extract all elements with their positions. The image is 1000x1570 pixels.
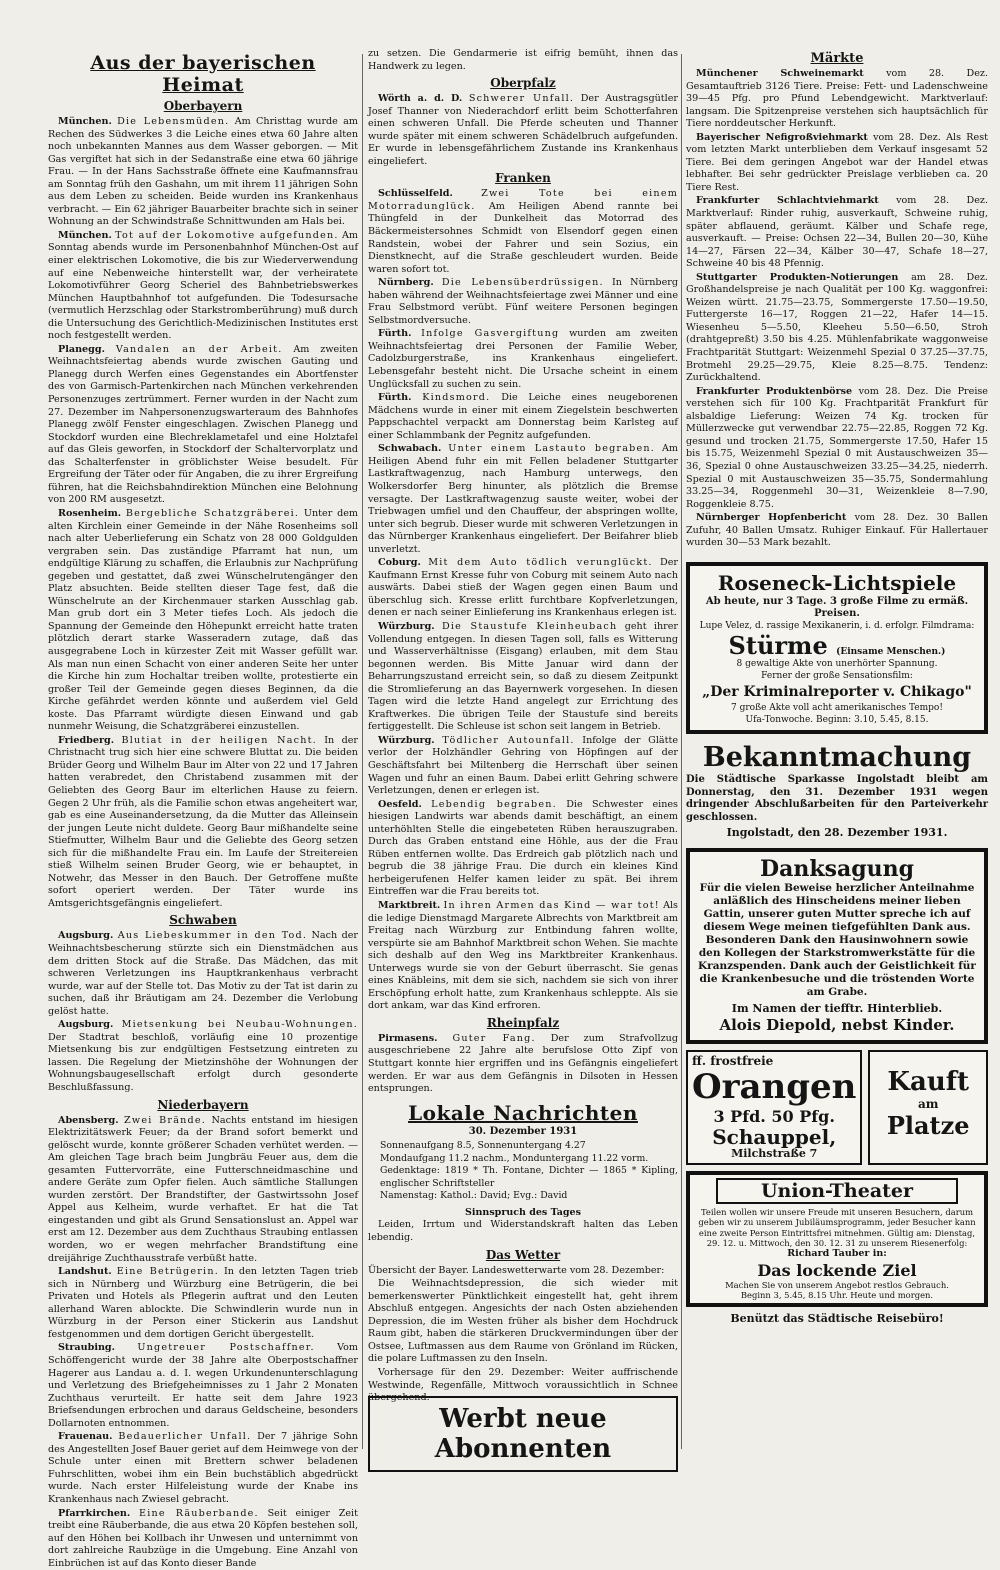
article [368,277,678,327]
ad-product: Orangen [692,1066,857,1107]
article-place: Augsburg. [58,930,114,942]
article-headline: Die Lebensmüden. [117,116,230,127]
article-place: Frankfurter Schlachtviehmarkt [696,195,879,207]
article-text: Am Heiligen Abend fuhr ein mit Fellen beladener Stuttgarter Lastkraftwagenzug, nach Hamburg unterwegs, den Wolkersdorfer Berg hinunter, als plötzlich die Bremse versagte. Der Lastkraftwagenzug sauste weiter, wobei der Triebwagen umfiel und den Chauffeur, der abspringen wollte, unter sich begrub. Dieser wurde mit schweren Verletzungen in das Nürnberger Krankenhaus eingeliefert. Der Beifahrer blieb unverletzt. [368,443,678,555]
article-place: Coburg. [378,557,421,569]
ad-line: Ab heute, nur 3 Tage. 3 große Filme zu ermäß. Preisen. [705,595,969,620]
article [686,195,988,270]
weather-heading: Das Wetter [485,1247,561,1262]
ad-date: Ingolstadt, den 28. Dezember 1931. [726,826,948,840]
ad-title: Danksagung [760,855,914,882]
article-headline: Die Staustufe Kleinheubach [441,620,618,632]
article [48,230,358,343]
ad-line: Richard Tauber in: [787,1248,887,1260]
motto-text: Leiden, Irrtum und Widerstandskraft halten das Leben lebendig. [368,1219,678,1244]
ad-union-theater [686,1171,988,1306]
ad-line: am [917,1097,939,1112]
article-headline: Eine Räuberbande. [139,1507,259,1519]
markets-heading: Märkte [810,51,864,66]
article [686,512,988,550]
article-place: Pfarrkirchen. [58,1507,131,1519]
article-list [48,930,358,1094]
article-text: Seit einiger Zeit treibt eine Räuberbande, die aus etwa 20 Köpfen bestehen soll, auf den Höhen bei Kollbach ihr Unwesen und unternimmt von dort zahlreiche Raubzüge in die Umgebung. Eine Anzahl von Einbrüchen ist auf das Konto dieser Bande [48,1507,358,1569]
article-place: Würzburg. [378,734,435,746]
weather-intro: Übersicht der Bayer. Landeswetterwarte vom 28. Dezember: [368,1264,665,1276]
region-heading-oberbayern: Oberbayern [163,99,243,113]
ad-merchant: Schauppel, [712,1124,837,1149]
article-place: Bayerischer Nefigroßviehmarkt [696,131,868,143]
article [368,735,678,798]
article [368,900,678,1013]
article-text: wurden am zweiten Weihnachtsfeiertag drei Personen der Familie Weber, Cadolzburgerstraße, ins Krankenhaus eingeliefert. Lebensgefahr besteht nicht. Die Ursache scheint in einem Unglücksfall zu suchen zu sein. [368,328,678,390]
ad-title: Roseneck-Lichtspiele [717,570,957,595]
article-text: Der zum Strafvollzug ausgeschriebene 22 Jahre alte berufslose Otto Zipf von Stuttgart konnte hier ergriffen und ins Gefängnis eingeliefert werden. Er war aus dem Gefängnis in Dilsoten in Hessen entsprungen. [368,1032,678,1095]
article-place: Pirmasens. [378,1032,438,1044]
article [368,392,678,442]
article-text: am 28. Dez. Großhandelspreise je nach Qualität per 100 Kg. waggonfrei: Weizen württ. 21.75—23.75, Sommergerste 17.50—19.50, Futtergerste 16—17, Roggen 21—22, Hafer 14—15. Wiesenheu 5—5.50, Kleeheu 5.50—6.50, Stroh (drahtgepreßt) 3.50 bis 4.25. Mühlenfabrikate waggonweise Frachtparität Stuttgart: Weizenmehl Spezial 0 37.25—37.75, Brotmehl 29.25—29.75, Kleie 8.25—8.75. Tendenz: Zurückhaltend. [686,271,988,384]
article-headline: Tot auf der Lokomotive aufgefunden. [115,229,339,241]
article-list [368,188,678,1013]
article-place: Planegg. [58,343,105,355]
almanac-line: Namenstag: Kathol.: David; Evg.: David [380,1190,568,1202]
article [48,1431,358,1506]
article-headline: Unter einem Lastauto begraben. [448,443,655,455]
article [48,1342,358,1430]
column-divider [681,54,682,1449]
article-text: In den letzten Tagen trieb sich in Nürnberg und Würzburg eine Betrügerin, die bei Privaten und Hotels als Pflegerin auftrat und den Leuten allerhand Waren ablockte. Die Schwindlerin wurde nun in Würzburg in der Person einer Stickerin aus Landshut festgenommen und dem dortigen Gericht übergestellt. [48,1266,358,1340]
article-text: Am Heiligen Abend rannte bei Thüngfeld in der Dunkelheit das Motorrad des Bäckermeistersohnes Schmidt von Elsendorf gegen einen Randstein, wobei der Fahrer und sein Sozius, ein Dienstknecht, auf die Straße geschleudert wurden. Beide waren sofort tot. [368,200,678,275]
article-headline: Zwei Tote bei einem Motorradunglück. [368,188,678,212]
ad-line: Platze [886,1110,970,1140]
article-headline: Tödlicher Autounfall. [442,734,575,746]
section-title: Aus der bayerischen Heimat [90,52,316,96]
article [368,443,678,556]
article-place: Stuttgarter Produkten-Notierungen [696,271,899,283]
article-text: Nach der Weihnachtsbescherung stürzte sich ein Dienstmädchen aus dem dritten Stock auf die Straße. Das Mädchen, das mit schweren Verletzungen ins Hauptkrankenhaus verbracht wurde, war auf der Stelle tot. Das Motiv zu der Tat ist darin zu suchen, daß ihr Bräutigam am 24. Dezember die Verlobung gelöst hatte. [48,930,358,1017]
article-headline: Lebendig begraben. [431,798,557,810]
article [48,1019,358,1094]
weather-forecast: Vorhersage für den 29. Dezember: Weiter auffrischende Westwinde, Regenfälle, Mittwoch voraussichtlich in Schnee übergehend. [368,1366,678,1404]
article-place: Landshut. [58,1266,112,1278]
article-place: München. [58,116,112,127]
film-title: Das lockende Ziel [757,1260,917,1280]
article [48,930,358,1018]
ad-line: Lupe Velez, d. rassige Mexikanerin, i. d. erfolgr. Filmdrama: [699,620,975,631]
article-text: Am Sonntag abends wurde im Personenbahnhof München-Ost auf einer elektrischen Lokomotive, die bis zur Wiederverwendung auf eine Nebenweiche hinterstellt war, der verheiratete Lokomotivführer Georg Scheriel des Bahnbetriebswerkes München Hauptbahnhof tot aufgefunden. Die Todesursache (vermutlich Herzschlag oder Starkstromberührung) muß durch die Untersuchung des Gerichtlich-Medizinischen Institutes erst noch festgestellt werden. [48,229,358,342]
ad-orangen [686,1050,862,1165]
column-heimat [48,48,358,1569]
almanac-line: Sonnenaufgang 8.5, Sonnenuntergang 4.27 [380,1140,586,1152]
article-text: vom 28. Dez. Die Preise verstehen sich für 100 Kg. Frachtparität Frankfurt für alsbaldige Lieferung: Weizen 74 Kg. trocken für Müllerzwecke gut verwendbar 22.75—22.85, Roggen 72 Kg. gesund und trocken 21.75, Sommergerste 17.50, Hafer 15 bis 15.75, Weizenmehl Spezial 0 mit Austauschweizen 35—36, Spezial 0 ohne Austauschweizen 33.25—34.25, niederrh. Spezial 0 mit Austauschweizen 35—35.75, Sondermahlung 33.25—34, Roggenmehl 30—31, Weizenkleie 8—7.90, Roggenkleie 8.75. [686,385,988,510]
article-text: vom 28. Dez. 30 Ballen Zufuhr, 40 Ballen Umsatz. Ruhiger Einkauf. Für Hallertauer wurden 30—53 Mark bezahlt. [686,512,988,549]
film-title: Stürme [728,631,828,661]
region-heading-oberpfalz: Oberpfalz [490,76,556,91]
article [368,1033,678,1096]
article-text: Die Schwester eines hiesigen Landwirts war abends damit beschäftigt, an einem unterhöhlten Stelle die eingebeteten Rüben herauszugraben. Durch das Graben entstand eine Höhle, aus der die Frau Rüben entfernen wollte. Das Erdreich gab plötzlich nach und begrub die 38 jährige Frau. Die durch ein kleines Kind herbeigerufenen Helfer kamen leider zu spät. Bei ihrem Eintreffen war die Frau bereits tot. [368,798,678,898]
article-text: Nachts entstand im hiesigen Elektrizitätswerk Feuer; da der Brand sofort bemerkt und gelöscht wurde, konnte größerer Schaden verhütet werden. — Am gleichen Tage brach beim Jungbräu Feuer aus, dem die gesamten Futtervorräte, eine Futterschneidmaschine und andere Geräte zum Opfer fielen. Auch sämtliche Stallungen wurden zerstört. Der Brandstifter, der Gastwirtssohn Josef Appel aus Kelheim, wurde verhaftet. Er hat die Tat eingestanden und gibt als Grund Sensationslust an. Appel war erst am 12. Dezember aus dem Zuchthaus Straubing entlassen worden, wo er wegen mehrfacher Brandstiftung eine dreijährige Zuchthausstrafe verbüßt hatte. [48,1114,358,1264]
ad-line: 8 gewaltige Akte von unerhörter Spannung. [736,659,938,670]
article-text: Am zweiten Weihnachtsfeiertag abends wurde zwischen Gauting und Planegg durch Werfen eines Gegenstandes ein Abortfenster des von Garmisch-Partenkirchen nach München verkehrenden Personenzuges zertrümmert. Ferner wurden in der Nacht zum 27. Dezember im Nahpersonenzugswarteraum des Bahnhofes Planegg zwölf Fenster eingeschlagen. Zwischen Planegg und Stockdorf wurden eine Blechreklametafel und eine Holztafel auf das Gleis geworfen, in Stockdorf der Schaltervorplatz und das Schalterfenster in gröblichster Weise besudelt. Für Ergreifung der Täter oder für Angaben, die zu ihrer Ergreifung führen, hat die Reichsbahndirektion München eine Belohnung von 200 RM ausgesetzt. [48,343,358,506]
article [48,344,358,507]
article-place: München. [58,229,112,241]
article-place: Nürnberger Hopfenbericht [696,512,847,524]
article-place: Wörth a. d. D. [378,93,463,105]
article-place: Straubing. [58,1342,115,1354]
article-headline: Ungetreuer Postschaffner. [137,1342,315,1354]
ad-line: 7 große Akte voll acht amerikanisches Tempo! [731,703,943,714]
region-heading-franken: Franken [495,171,551,186]
article-headline: Bedauerlicher Unfall. [118,1431,252,1443]
column-regional [368,48,679,1404]
article [48,1115,358,1266]
article-place: Schwabach. [378,443,442,455]
ad-text: Teilen wollen wir unsere Freude mit unseren Besuchern, darum geben wir zu unserem Jubiläumsprogramm, jeder Besucher kann eine zweite Person Eintrittsfrei mitnehmen. Gültig am: Dienstag, 29. 12. u. Mittwoch, den 30. 12. 31 zu unserem Riesenerfolg: [698,1207,976,1248]
article-text: vom 28. Dez. Marktverlauf: Rinder ruhig, ausverkauft, Schweine ruhig, später abflauend, geräumt. Kälber und Schafe rege, ausverkauft. — Preise: Ochsen 22—34, Bullen 20—30, Kühe 14—27, Färsen 22—34, Kälber 30—47, Schafe 18—27, Schweine 40 bis 48 Pfennig. [686,195,988,270]
article [368,328,678,391]
local-news-date: 30. Dezember 1931 [468,1125,578,1137]
ad-row-fruit [686,1050,988,1165]
article-continuation: zu setzen. Die Gendarmerie ist eifrig bemüht, ihnen das Handwerk zu legen. [368,48,678,72]
film-subtitle: (Einsame Menschen.) [836,647,946,658]
article-place: Münchener Schweinemarkt [696,68,864,79]
article-text: vom 28. Dez. Gesamtauftrieb 3126 Tiere. Preise: Fett- und Ladenschweine 39—45 Pfg. pro Pfund Lebendgewicht. Marktverlauf: langsam. Die Spitzenpreise verstehen sich hauptsächlich für Tiere norddeutscher Herkunft. [686,68,989,130]
article-text: Unter dem alten Kirchlein einer Gemeinde in der Nähe Rosenheims soll nach alter Ueberlieferung ein Schatz von 28 000 Goldgulden vergraben sein. Das zuständige Pfarramt hat nun, um endgültige Klärung zu schaffen, die Erlaubnis zur Nachprüfung gegeben und gestattet, daß zwei Wünschelrutengänger den Platz absuchten. Beide stellten dieser Tage fest, daß die Wünschelrute an der Kirchenmauer starken Ausschlag gab. Man grub dort ein 3 Meter tiefes Loch. Als jedoch die Spannung der Gemeinde den Höhepunkt erreicht hatte traten plötzlich derart starke Wasseradern zutage, daß das ausgegrabene Loch in kürzester Zeit mit Wasser gefüllt war. Als man nun einen Schacht von einer anderen Seite her unter die Kirche hin zum Hochaltar treiben wollte, protestierte ein großer Teil der Gemeinde gegen dieses Beginnen, da die Kirche gefährdet werden könnte und außerdem viel Geld koste. Das Pfarramt würdigte diesen Einwand und gab nunmehr Weisung, die Schatzgräberei einzustellen. [48,507,358,733]
article-place: Fürth. [378,392,412,404]
article-text: vom 28. Dez. Als Rest vom letzten Markt unterblieben dem Verkauf insgesamt 52 Tiere. Bei dem geringen Angebot war der Handel etwas lebhafter. Bei sehr gedrückter Preislage verblieben ca. 20 Tiere Rest. [686,131,988,193]
region-heading-schwaben: Schwaben [169,913,237,928]
article-headline: Blutiat in der heiligen Nacht. [121,734,317,746]
article [368,799,678,899]
article [686,68,988,131]
article [368,188,678,276]
ad-line: Beginn 3, 5.45, 8.15 Uhr. Heute und morgen. [740,1289,934,1300]
article-place: Frauenau. [58,1431,113,1443]
article [48,735,358,911]
article-headline: Aus Liebeskummer in den Tod. [117,930,308,942]
article-place: Abensberg. [58,1114,119,1126]
article-place: Schlüsselfeld. [378,188,453,200]
ad-bekanntmachung [686,740,988,842]
article [368,93,678,168]
article-headline: Mit dem Auto tödlich verunglückt. [428,557,653,569]
almanac-lines [380,1140,678,1203]
article-headline: Schwerer Unfall. [468,93,575,105]
article-headline: Eine Betrügerin. [116,1266,219,1278]
ad-text: Die Städtische Sparkasse Ingolstadt bleibt am Donnerstag, den 31. Dezember 1931 wegen dringender Abschlußarbeiten für den Parteiverkehr geschlossen. [686,774,988,823]
article-text: geht ihrer Vollendung entgegen. In diesen Tagen soll, falls es Witterung und Wasserverhältnisse (Eisgang) erlauben, mit dem Stau begonnen werden. Bis Mitte Januar wird dann der Beharrungszustand erreicht sein, so daß zu diesem Zeitpunkt die Stromlieferung an das Bayernwerk vorgesehen. In diesen Tagen wird die letzte Hand angelegt zur Errichtung des Kraftwerkes. Die übrigen Teile der Staustufe sind bereits fertiggestellt. Die Schleuse ist schon seit langem in Betrieb. [368,620,678,733]
article-headline: Guter Fang. [452,1032,536,1044]
article-headline: Mietsenkung bei Neubau-Wohnungen. [121,1019,358,1031]
article-headline: Bergebliche Schatzgräberei. [125,507,300,519]
article-text: In der Christnacht trug sich hier eine schwere Bluttat zu. Die beiden Brüder Georg und Wilhelm Baur im Alter von 22 und 17 Jahren hatten verabredet, den Christabend zusammen mit der Geliebten des Georg Baur im elterlichen Hause zu feiern. Gegen 2 Uhr früh, als die Familie schon etwas angeheitert war, gab es eine Auseinandersetzung, da die Mutter das Alleinsein der jungen Leute nicht duldete. Georg Baur mißhandelte seine Stiefmutter, Wilhelm Baur und die Geliebte des Georg setzen sich für die mißhandelte Frau ein. Im Laufe der Streitereien stieß Wilhelm seinen Bruder Georg, wie er behauptet, in Notwehr, das Messer in den Bauch. Der Getroffene mußte sofort operiert werden. Der Täter wurde ins Amtsgerichtsgefängnis eingeliefert. [48,734,358,909]
weather-text: Die Weihnachtsdepression, die sich wieder mit bemerkenswerter Pünktlichkeit eingestellt hat, geht ihrem Abschluß entgegen. Angesichts der nach Osten abziehenden Depression, die im Westen früher als bisher dem Hochdruck Raum gibt, haben die stärkeren Druckvermindungen über der Ostsee, Luftmassen aus dem Raume von Grönland im Rücken, die polare Luftmassen zu den Inseln. [368,1278,678,1365]
ad-kauft-am-platze [868,1050,988,1165]
subscriber-slogan: Werbt neue Abonnenten [368,1396,678,1472]
ad-line: Ferner der große Sensationsfilm: [761,670,913,681]
article-place: Frankfurter Produktenbörse [696,385,853,397]
article-place: Oesfeld. [378,798,422,810]
region-heading-rheinpfalz: Rheinpfalz [486,1015,560,1030]
ad-danksagung [686,848,988,1045]
article-text: Der Kaufmann Ernst Kresse fuhr von Coburg mit seinem Auto nach auswärts. Dabei stieß der Wagen gegen einen Baum und überschlug sich. Kresse erlitt furchtbare Kopfverletzungen, denen er nach seiner Einlieferung ins Krankenhaus erlegen ist. [368,557,678,619]
article-text: Die Leiche eines neugeborenen Mädchens wurde in einer mit einem Ziegelstein beschwerten Pappschachtel verpackt am Donnerstag beim Karlsteg auf einer Schlammbank der Pegnitz aufgefunden. [368,392,678,441]
article-text: Infolge der Glätte verlor der Holzhändler Gehring von Höpfingen auf der Geschäftsfahrt bei Miltenberg die Herrschaft über seinen Wagen und fuhr an einen Baum. Dabei erlitt Gehring schwere Verletzungen, denen er erlegen ist. [368,734,679,797]
article-headline: Kindsmord. [422,392,491,404]
ad-line: Kauft [887,1067,969,1098]
article-headline: Zwei Brände. [124,1114,206,1126]
column-divider [362,54,363,1449]
film-title: „Der Kriminalreporter v. Chikago" [702,684,972,701]
article-place: Friedberg. [58,734,115,746]
ad-roseneck-cinema [686,562,988,735]
ad-signature: Alois Diepold, nebst Kinder. [719,1016,955,1035]
ad-signature: Im Namen der tiefftr. Hinterblieb. [731,1001,943,1015]
footer-reisebuero: Benützt das Städtische Reisebüro! [730,1311,944,1325]
article-list [48,1115,358,1570]
article-headline: Die Lebensüberdrüssigen. [441,277,604,289]
article-place: Marktbreit. [378,900,441,911]
region-heading-niederbayern: Niederbayern [157,1097,249,1112]
almanac-line: Gedenktage: 1819 * Th. Fontane, Dichter — 1865 * Kipling, englischer Schriftsteller [380,1165,678,1189]
article [48,116,358,229]
article [48,508,358,734]
ad-price: 3 Pfd. 50 Pfg. [713,1106,835,1126]
article-place: Rosenheim. [58,507,122,519]
article [368,557,678,620]
article [686,272,988,385]
ad-line: Machen Sie von unserem Angebot restlos Gebrauch. [725,1279,949,1290]
article [686,386,988,511]
article [48,1508,358,1570]
article-text: Der 7 jährige Sohn des Angestellten Josef Bauer geriet auf dem Heimwege von der Schule unter einen mit Brettern schwer beladenen Fuhrschlitten, wobei ihm ein Bein buchstäblich abgedrückt wurde. Nach erster Hilfeleistung wurde der Knabe ins Krankenhaus nach Zwiesel gebracht. [48,1431,358,1505]
article-place: Augsburg. [58,1019,114,1031]
article-text: Vom Schöffengericht wurde der 38 Jahre alte Oberpostschaffner Hagerer aus Landau a. d. I. wegen Urkundenunterschlagung und Verletzung des Briefgeheimnisses zu 1 Jahr 2 Monaten Zuchthaus verurteilt. Er hatte seit dem Jahre 1923 Briefsendungen erbrochen und daraus Geldscheine, besonders Dollarnoten entnommen. [48,1342,358,1429]
article-headline: In ihren Armen das Kind — war tot! [443,900,660,911]
article-list [48,116,358,910]
ad-line: ff. frostfreie [692,1054,774,1069]
local-news-heading: Lokale Nachrichten [408,1100,638,1125]
almanac-line: Mondaufgang 11.2 nachm., Monduntergang 11.22 vorm. [380,1152,649,1164]
article-place: Würzburg. [378,620,435,632]
column-markets-ads [686,48,988,1453]
market-reports [686,68,988,550]
article-text: In Nürnberg haben während der Weihnachtsfeiertage zwei Männer und eine Frau Selbstmord verübt. Fünf weitere Personen begingen Selbstmordversuche. [368,277,678,326]
ad-text: Für die vielen Beweise herzlicher Anteilnahme anläßlich des Hinscheidens meiner lieben Gattin, unserer guten Mutter spreche ich auf diesem Wege meinen tiefgefühlten Dank aus. Besonderen Dank den Hausinwohnern sowie den Kollegen der Starkstromwerkstätte für die Kranzspenden. Dank auch der Geistlichkeit für die Krankenbesuche und die tröstenden Worte am Grabe. [698,881,976,998]
article-text: Der Stadtrat beschloß, vorläufig eine 10 prozentige Mietsenkung bis zur endgültigen Festsetzung eintreten zu lassen. Die Regelung der Mietzinshöhe der Wohnungen der Wohnungsbaugesellschaft erfolgt durch gesonderte Beschlußfassung. [48,1031,358,1094]
article-list [368,1033,678,1096]
ad-title: Union-Theater [716,1178,958,1204]
article-place: Fürth. [378,328,412,340]
article-text: Der Austragsgütler Josef Thanner von Niederachdorf erlitt beim Schotterfahren einen schweren Unfall. Die Pferde scheuten und Thanner wurde später mit einem schweren Schädelbruch aufgefunden. Er wurde in lebensgefährlichem Zustande ins Krankenhaus eingeliefert. [368,93,678,167]
article-place: Nürnberg. [378,277,434,289]
article-headline: Infolge Gasvergiftung [421,328,560,340]
article [368,621,678,734]
article [48,1266,358,1341]
ad-address: Milchstraße 7 [731,1146,818,1160]
article-text: Als die ledige Dienstmagd Margarete Albrechts von Marktbreit am Freitag nach Würzburg zur Entbindung fahren wollte, verspürte sie am Bahnhof Marktbreit schon Wehen. Sie machte sich deshalb auf den Weg ins Marktbreiter Krankenhaus. Unterwegs wurde sie von der Geburt überrascht. Sie genas eines Knäbleins, mit dem sie sich, nachdem sie sich von ihrer Erschöpfung erholt hatte, zum Krankenhaus schleppte. Als sie dort ankam, war das Kind erfroren. [368,900,678,1012]
article [686,132,988,195]
article-list [368,93,678,168]
ad-title: Bekanntmachung [702,742,972,774]
article-headline: Vandalen an der Arbeit. [115,343,283,355]
ad-line: Ufa-Tonwoche. Beginn: 3.10, 5.45, 8.15. [745,714,929,725]
motto-title: Sinnspruch des Tages [465,1206,581,1218]
article-text: Am Christtag wurde am Rechen des Südwerkes 3 die Leiche eines etwa 60 Jahre alten noch unbekannten Mannes aus dem Wasser geborgen. — Mit Gas vergiftet hat sich in der Sedanstraße eine etwa 60 jährige Frau. — In der Hans Sachsstraße öffnete eine Kaufmannsfrau am Sonntag früh den Gashahn, um mit ihrem 11 jährigen Sohn aus dem Leben zu scheiden. Beide wurden ins Krankenhaus verbracht. — Ein 62 jähriger Bauarbeiter brachte sich in seiner Wohnung an der Schwindstraße Schnittwunden am Hals bei. [48,116,358,228]
